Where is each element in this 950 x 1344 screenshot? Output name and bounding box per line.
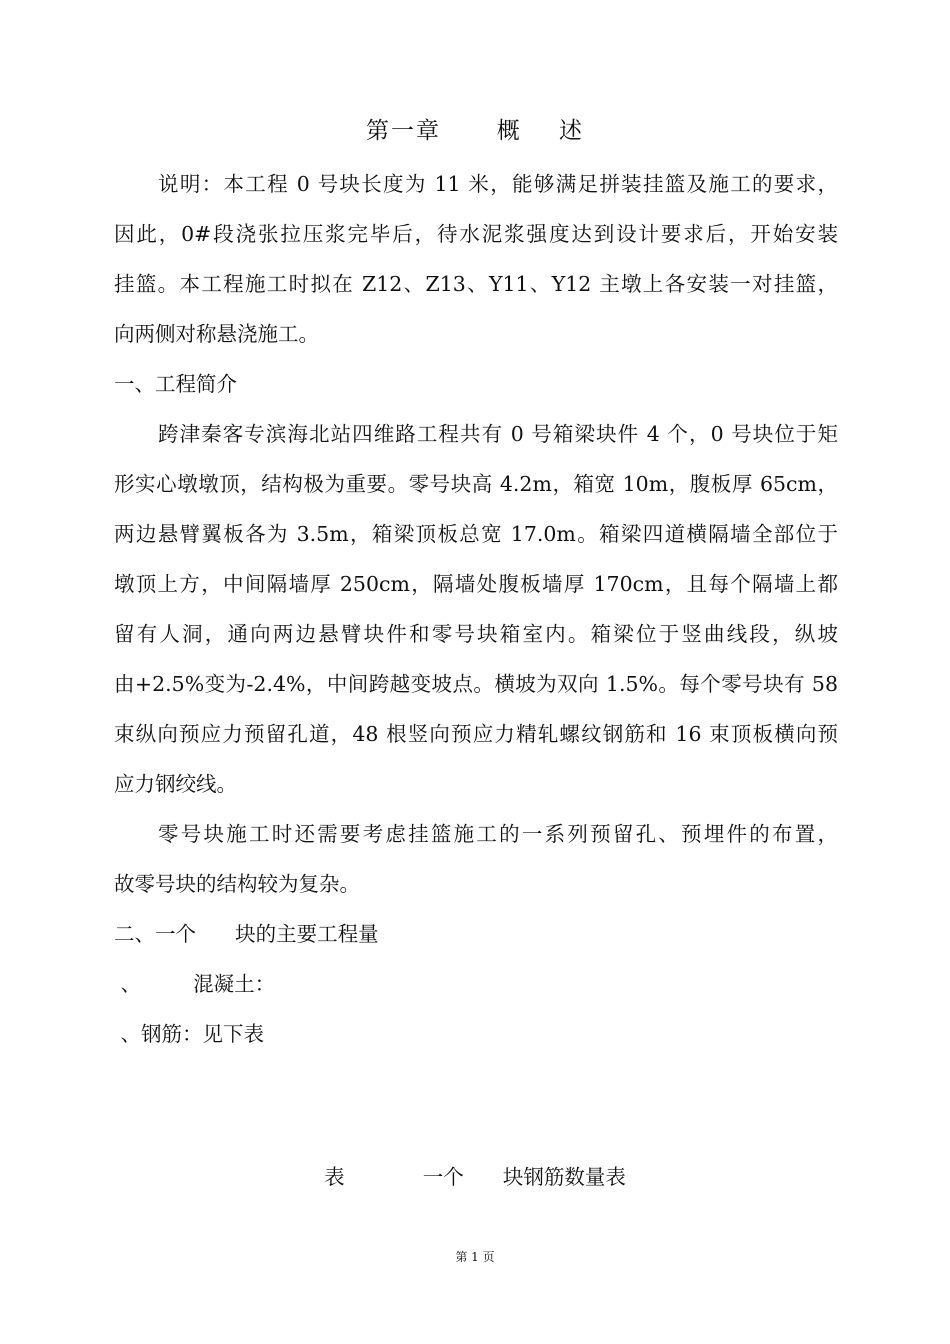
section1-line-6: 由+2.5%变为-2.4%，中间跨越变坡点。横坡为双向 1.5%。每个零号块有 58 <box>114 672 838 696</box>
list-item-concrete: 、 混凝土： <box>114 972 276 996</box>
table-caption: 表 一个 块钢筋数量表 <box>324 1165 626 1189</box>
intro-line-2: 因此，0#段浇张拉压浆完毕后，待水泥浆强度达到设计要求后，开始安装 <box>114 222 838 246</box>
section1-heading: 一、工程简介 <box>114 372 237 396</box>
section1-line-7: 束纵向预应力预留孔道，48 根竖向预应力精轧螺纹钢筋和 16 束顶板横向预 <box>114 722 838 746</box>
intro-line-4: 向两侧对称悬浇施工。 <box>114 322 319 346</box>
intro-line-3: 挂篮。本工程施工时拟在 Z12、Z13、Y11、Y12 主墩上各安装一对挂篮， <box>114 272 838 296</box>
list-item-rebar: 、钢筋：见下表 <box>114 1022 265 1046</box>
intro-line-1: 说明：本工程 0 号块长度为 11 米，能够满足拼装挂篮及施工的要求， <box>158 172 838 196</box>
section1-line-8: 应力钢绞线。 <box>114 772 237 796</box>
section1-line-1: 跨津秦客专滨海北站四维路工程共有 0 号箱梁块件 4 个，0 号块位于矩 <box>158 422 838 446</box>
section1-line-4: 墩顶上方，中间隔墙厚 250cm，隔墙处腹板墙厚 170cm，且每个隔墙上都 <box>114 572 838 596</box>
section1-note-line-2: 故零号块的结构较为复杂。 <box>114 872 360 896</box>
chapter-title: 第一章 概 述 <box>365 118 585 144</box>
section1-line-2: 形实心墩墩顶，结构极为重要。零号块高 4.2m，箱宽 10m，腹板厚 65cm， <box>114 472 838 496</box>
page-number: 第 1 页 <box>455 1250 495 1264</box>
section1-note-line-1: 零号块施工时还需要考虑挂篮施工的一系列预留孔、预埋件的布置， <box>158 822 838 846</box>
section1-line-3: 两边悬臂翼板各为 3.5m，箱梁顶板总宽 17.0m。箱梁四道横隔墙全部位于 <box>114 522 838 546</box>
section1-line-5: 留有人洞，通向两边悬臂块件和零号块箱室内。箱梁位于竖曲线段，纵坡 <box>114 622 838 646</box>
section2-heading: 二、一个 块的主要工程量 <box>114 922 379 946</box>
